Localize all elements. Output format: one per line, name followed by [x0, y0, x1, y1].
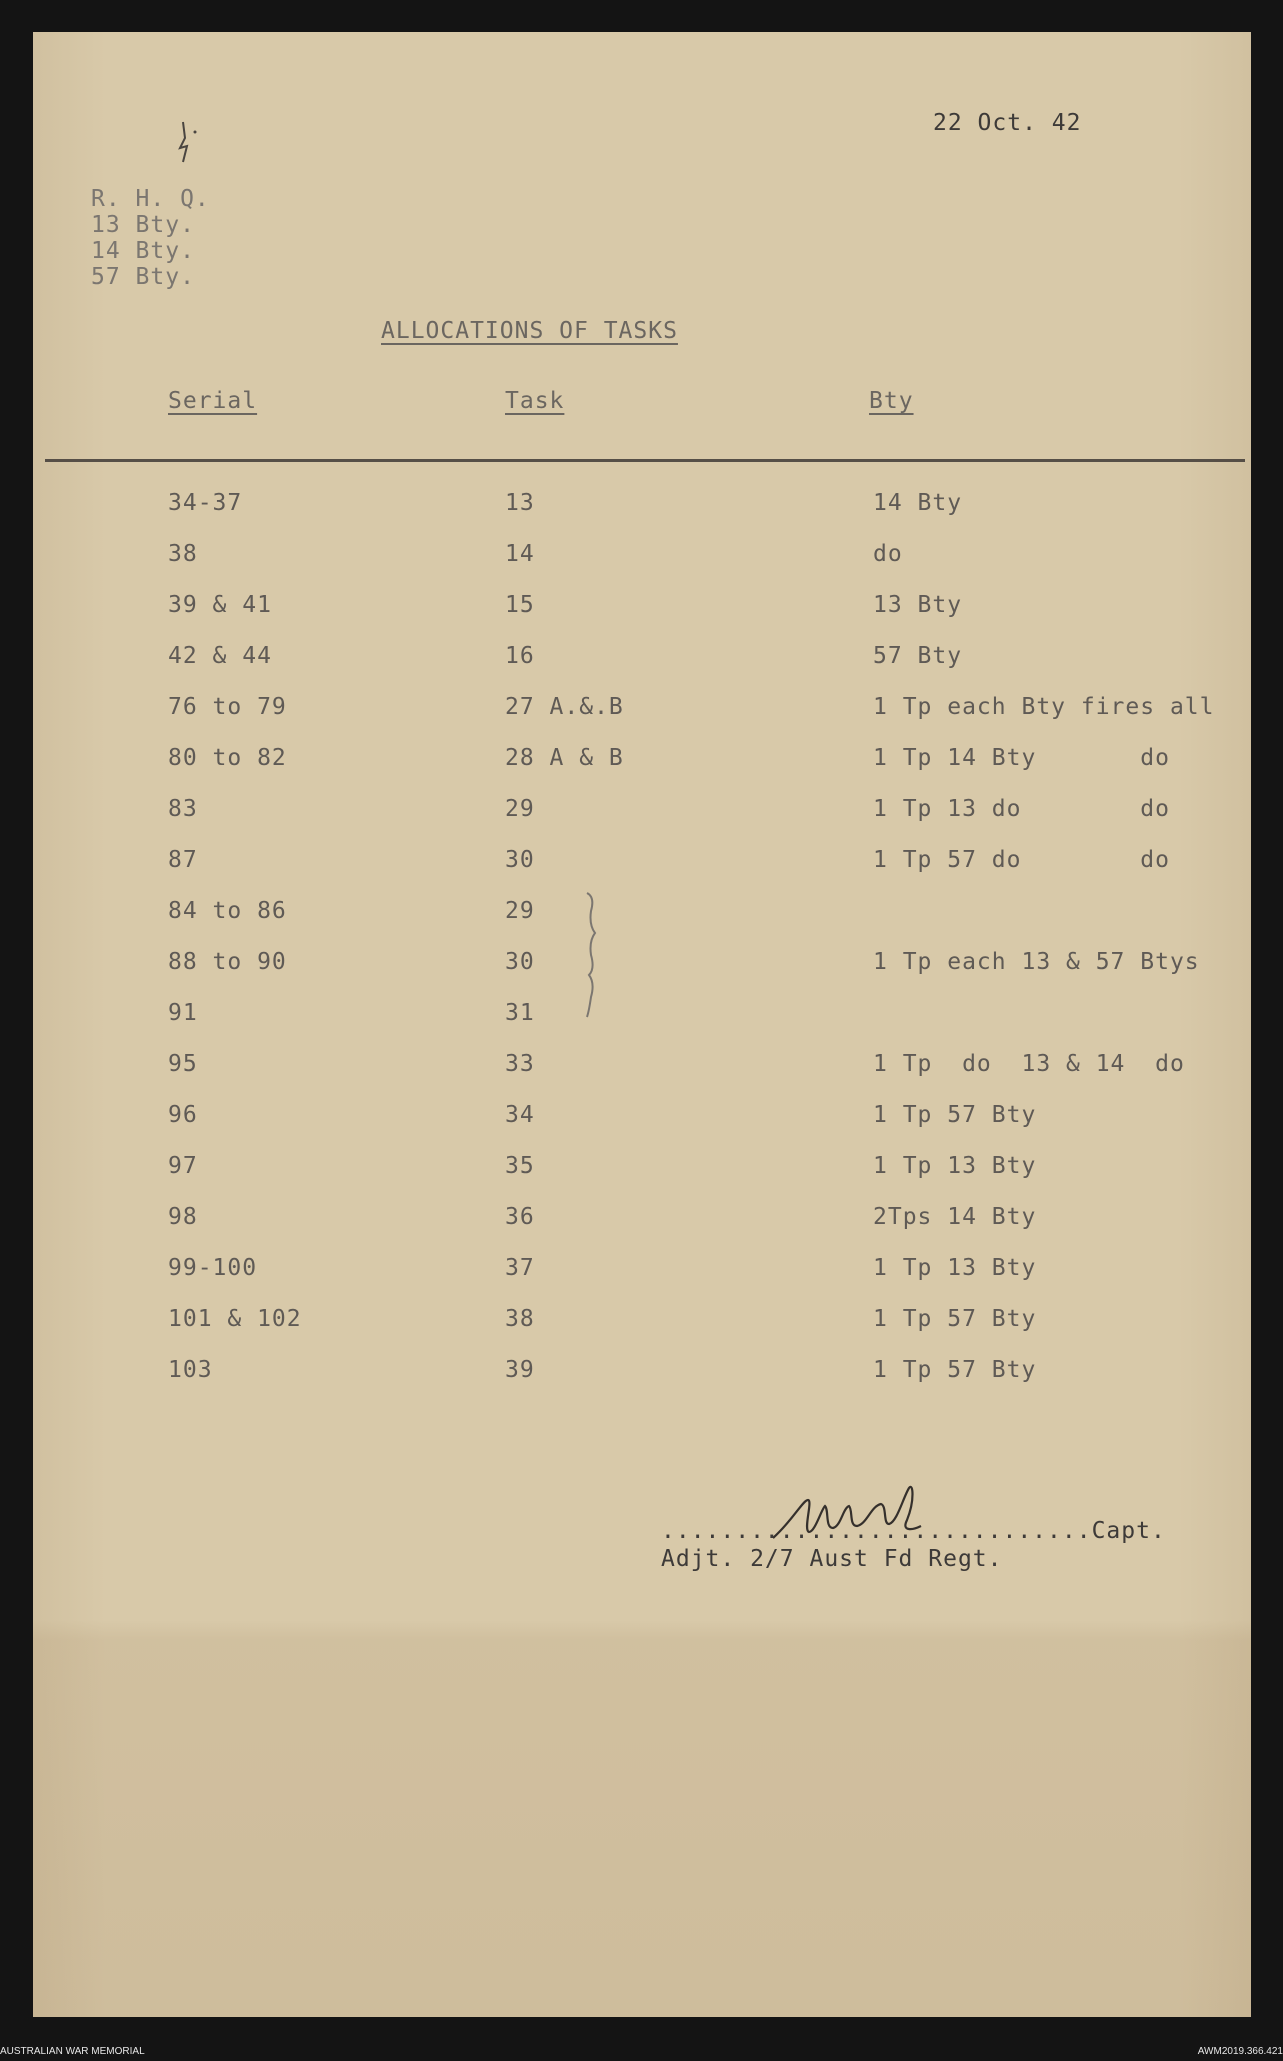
table-cell-task: 30 [505, 949, 535, 975]
table-cell-serial: 39 & 41 [168, 592, 272, 618]
table-cell-serial: 103 [168, 1357, 213, 1383]
table-cell-bty: 1 Tp 57 Bty [873, 1102, 1037, 1128]
column-header-task: Task [505, 388, 565, 414]
table-cell-bty: 1 Tp 57 Bty [873, 1357, 1037, 1383]
table-cell-serial: 84 to 86 [168, 898, 287, 924]
table-cell-task: 14 [505, 541, 535, 567]
ink-mark-icon [165, 118, 205, 168]
footer-right: AWM2019.366.421 [1197, 2046, 1283, 2057]
table-cell-task: 16 [505, 643, 535, 669]
table-cell-serial: 97 [168, 1153, 198, 1179]
table-cell-task: 13 [505, 490, 535, 516]
addressee: 13 Bty. [91, 212, 195, 238]
table-cell-task: 39 [505, 1357, 535, 1383]
table-cell-serial: 76 to 79 [168, 694, 287, 720]
table-cell-serial: 99-100 [168, 1255, 258, 1281]
table-cell-bty: 1 Tp 14 Bty do [873, 745, 1170, 771]
table-cell-task: 29 [505, 898, 535, 924]
table-cell-task: 37 [505, 1255, 535, 1281]
table-cell-bty: 2Tps 14 Bty [873, 1204, 1037, 1230]
table-cell-bty: 1 Tp each Bty fires all [873, 694, 1215, 720]
signature-title: Adjt. 2/7 Aust Fd Regt. [661, 1546, 1003, 1572]
grouping-brace [585, 891, 599, 1019]
table-cell-serial: 96 [168, 1102, 198, 1128]
table-cell-bty: 1 Tp 57 Bty [873, 1306, 1037, 1332]
table-cell-serial: 83 [168, 796, 198, 822]
column-header-serial: Serial [168, 388, 258, 414]
footer-left: AUSTRALIAN WAR MEMORIAL [0, 2046, 145, 2057]
table-cell-task: 35 [505, 1153, 535, 1179]
addressee: R. H. Q. [91, 186, 210, 212]
table-cell-serial: 42 & 44 [168, 643, 272, 669]
table-cell-task: 31 [505, 1000, 535, 1026]
table-cell-serial: 87 [168, 847, 198, 873]
table-cell-bty: 1 Tp each 13 & 57 Btys [873, 949, 1200, 975]
table-cell-serial: 80 to 82 [168, 745, 287, 771]
table-cell-task: 15 [505, 592, 535, 618]
table-cell-task: 38 [505, 1306, 535, 1332]
addressee: 57 Bty. [91, 264, 195, 290]
table-cell-task: 30 [505, 847, 535, 873]
signature-line: .............................Capt. [661, 1518, 1166, 1544]
table-cell-bty: 14 Bty [873, 490, 963, 516]
table-cell-serial: 98 [168, 1204, 198, 1230]
table-cell-serial: 95 [168, 1051, 198, 1077]
document-page [33, 32, 1251, 2017]
table-cell-task: 36 [505, 1204, 535, 1230]
header-divider [45, 459, 1245, 462]
table-cell-serial: 91 [168, 1000, 198, 1026]
table-cell-bty: do [873, 541, 903, 567]
column-header-bty: Bty [869, 388, 914, 414]
table-cell-serial: 38 [168, 541, 198, 567]
table-cell-serial: 101 & 102 [168, 1306, 302, 1332]
table-cell-bty: 1 Tp 13 Bty [873, 1255, 1037, 1281]
document-title: ALLOCATIONS OF TASKS [381, 318, 678, 344]
table-cell-bty: 1 Tp 13 Bty [873, 1153, 1037, 1179]
table-cell-bty: 1 Tp do 13 & 14 do [873, 1051, 1185, 1077]
table-cell-serial: 88 to 90 [168, 949, 287, 975]
table-cell-bty: 57 Bty [873, 643, 963, 669]
table-cell-serial: 34-37 [168, 490, 243, 516]
table-cell-task: 27 A.&.B [505, 694, 624, 720]
table-cell-bty: 1 Tp 13 do do [873, 796, 1170, 822]
table-cell-task: 29 [505, 796, 535, 822]
table-cell-bty: 13 Bty [873, 592, 963, 618]
table-cell-task: 34 [505, 1102, 535, 1128]
table-cell-bty: 1 Tp 57 do do [873, 847, 1170, 873]
table-cell-task: 28 A & B [505, 745, 624, 771]
table-cell-task: 33 [505, 1051, 535, 1077]
document-date: 22 Oct. 42 [933, 110, 1082, 136]
addressee: 14 Bty. [91, 238, 195, 264]
